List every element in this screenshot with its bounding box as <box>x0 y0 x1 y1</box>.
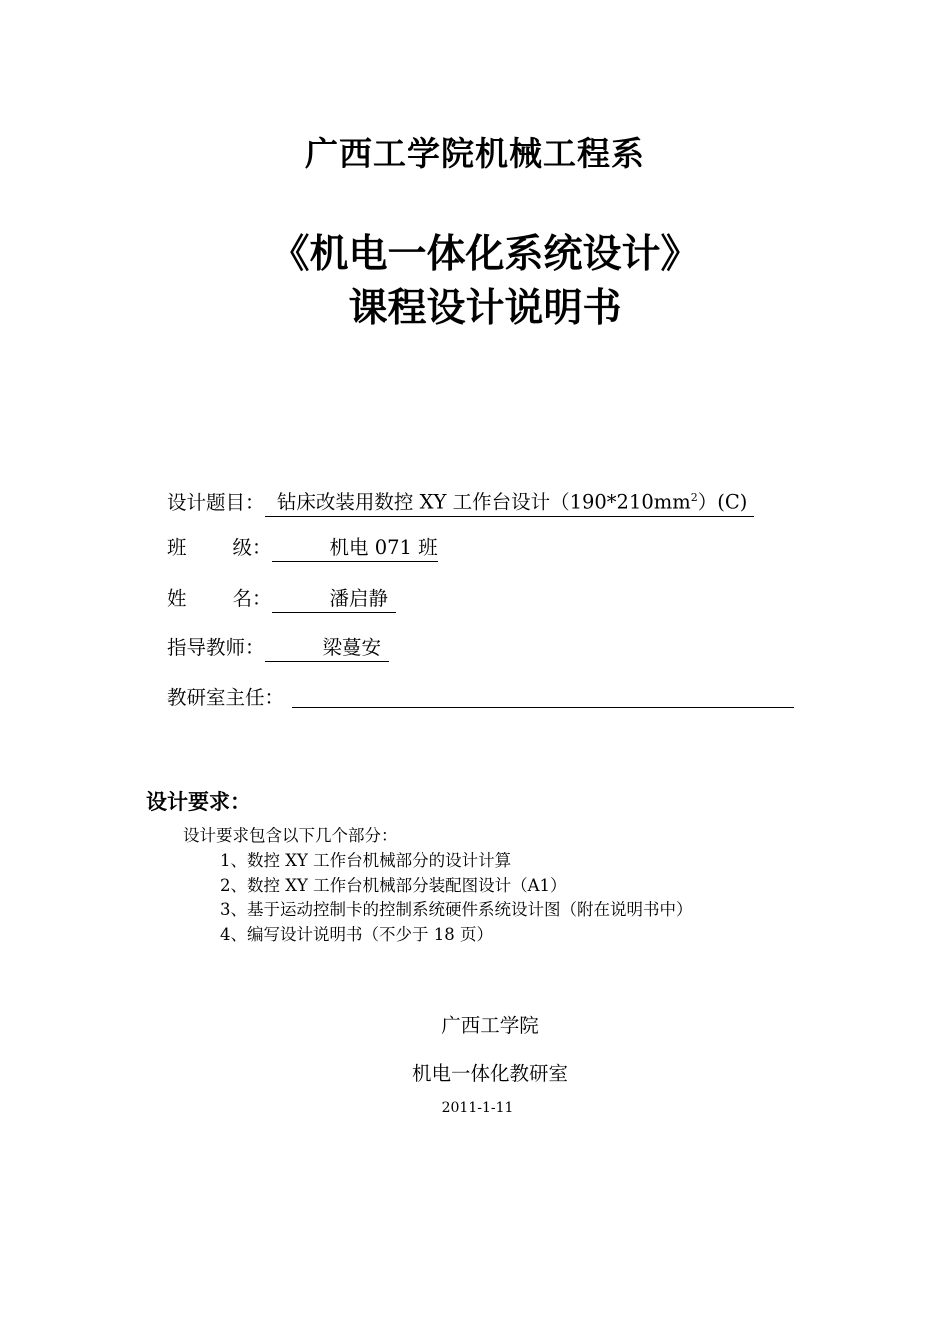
director-row <box>167 685 794 711</box>
name-label <box>167 586 272 612</box>
name-label-a: 姓 <box>167 587 187 610</box>
advisor-value: 梁蔓安 <box>265 635 389 662</box>
department-title: 广西工学院机械工程系 <box>305 134 645 173</box>
footer-office: 机电一体化教研室 <box>411 1062 568 1085</box>
name-row <box>167 586 396 612</box>
advisor-label: 指导教师： <box>167 636 265 659</box>
class-value: 机电 071 班 <box>272 535 438 562</box>
class-label-a: 班 <box>167 536 187 559</box>
class-label <box>167 535 272 561</box>
topic-row <box>167 485 754 514</box>
topic-value-text: 钻床改装用数控 XY 工作台设计（190*210mm <box>276 490 691 514</box>
class-row <box>167 535 438 561</box>
course-title-line2: 课程设计说明书 <box>348 286 622 331</box>
director-label: 教研室主任： <box>167 686 285 709</box>
footer-institution: 广西工学院 <box>441 1014 539 1037</box>
requirement-item: 4、编写设计说明书（不少于 18 页） <box>220 924 493 944</box>
topic-value-suffix: ）(C) <box>697 490 748 514</box>
class-label-b: 级： <box>232 536 272 559</box>
course-title <box>0 228 950 336</box>
topic-superscript: 2 <box>690 491 698 504</box>
name-label-b: 名： <box>232 587 272 610</box>
requirements-heading: 设计要求： <box>146 790 251 814</box>
topic-value <box>265 485 754 517</box>
footer-date: 2011-1-11 <box>441 1100 514 1116</box>
requirement-item: 3、基于运动控制卡的控制系统硬件系统设计图（附在说明书中） <box>220 900 693 919</box>
course-title-line1: 《机电一体化系统设计》 <box>270 232 700 277</box>
topic-label: 设计题目： <box>167 490 265 514</box>
requirements-list <box>220 849 693 947</box>
requirement-item: 2、数控 XY 工作台机械部分装配图设计（A1） <box>220 875 567 895</box>
requirements-intro: 设计要求包含以下几个部分： <box>183 826 398 845</box>
director-signature-line <box>292 685 794 708</box>
name-value: 潘启静 <box>272 586 396 613</box>
requirement-item: 1、数控 XY 工作台机械部分的设计计算 <box>220 851 512 870</box>
advisor-row <box>167 635 389 661</box>
